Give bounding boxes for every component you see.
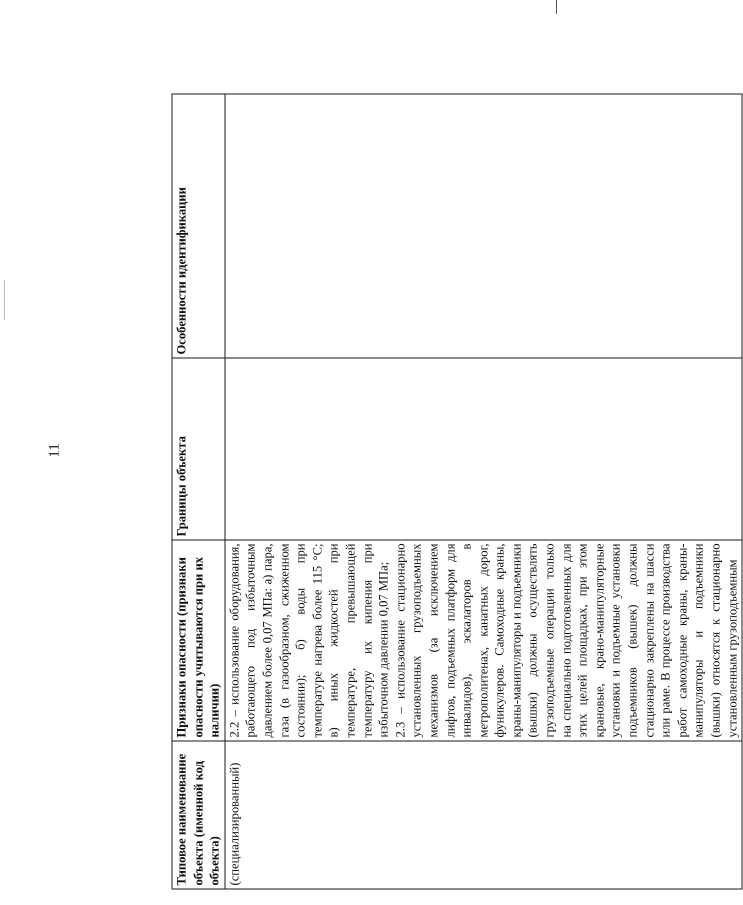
header-object-type: Типовое наименование объекта (именной код объекта) — [172, 741, 225, 889]
table-row — [225, 94, 742, 889]
page-number: 11 — [46, 443, 63, 458]
rotated-table-container — [172, 94, 740, 890]
header-object-bounds: Границы объекта — [172, 358, 225, 540]
scan-margin-line — [556, 0, 557, 14]
cell-object-bounds — [225, 358, 742, 540]
header-danger-signs: Признаки опасности (признаки опасности учитываются при их наличии) — [172, 540, 225, 741]
cell-danger-signs — [225, 540, 742, 741]
cell-object-type: (специализированный) — [225, 741, 742, 889]
scan-edge-mark — [4, 280, 5, 320]
identification-table — [172, 94, 743, 890]
header-identification-features: Особенности идентификации — [172, 94, 225, 358]
cell-identification-features — [225, 94, 742, 358]
table-header-row — [172, 94, 225, 889]
danger-sign-2-2: 2.2 – использование оборудования, работающего под избыточным давлением более 0,07 МПа: а) пара, газа (в газообразном, сжиженном состоянии); б) воды при температуре нагрева более 115 °С; в) иных жидкостей при температуре, превышающей температуру их кипения при избыточном давлении 0,07 МПа; — [227, 543, 391, 738]
danger-sign-2-3: 2.3 – использование стационарно установленных грузоподъемных механизмов (за исключением лифтов, подъемных платформ для инвалидов), эскалаторов в метрополитенах, канатных дорог, фуникулеров. Самоходные краны, краны-манипуляторы и подъемники (вышки) должны осуществлять грузоподъемные операции только на специально подготовленных для этих целей площадках, при этом крановые, крано-манипуляторные установки и подъемные установки подъемников (вышек) должны стационарно закреплены на шасси или раме. В процессе производства работ самоходные краны, краны-манипуляторы и подъемники (вышки) относятся к стационарно установленным грузоподъемным — [393, 543, 740, 738]
